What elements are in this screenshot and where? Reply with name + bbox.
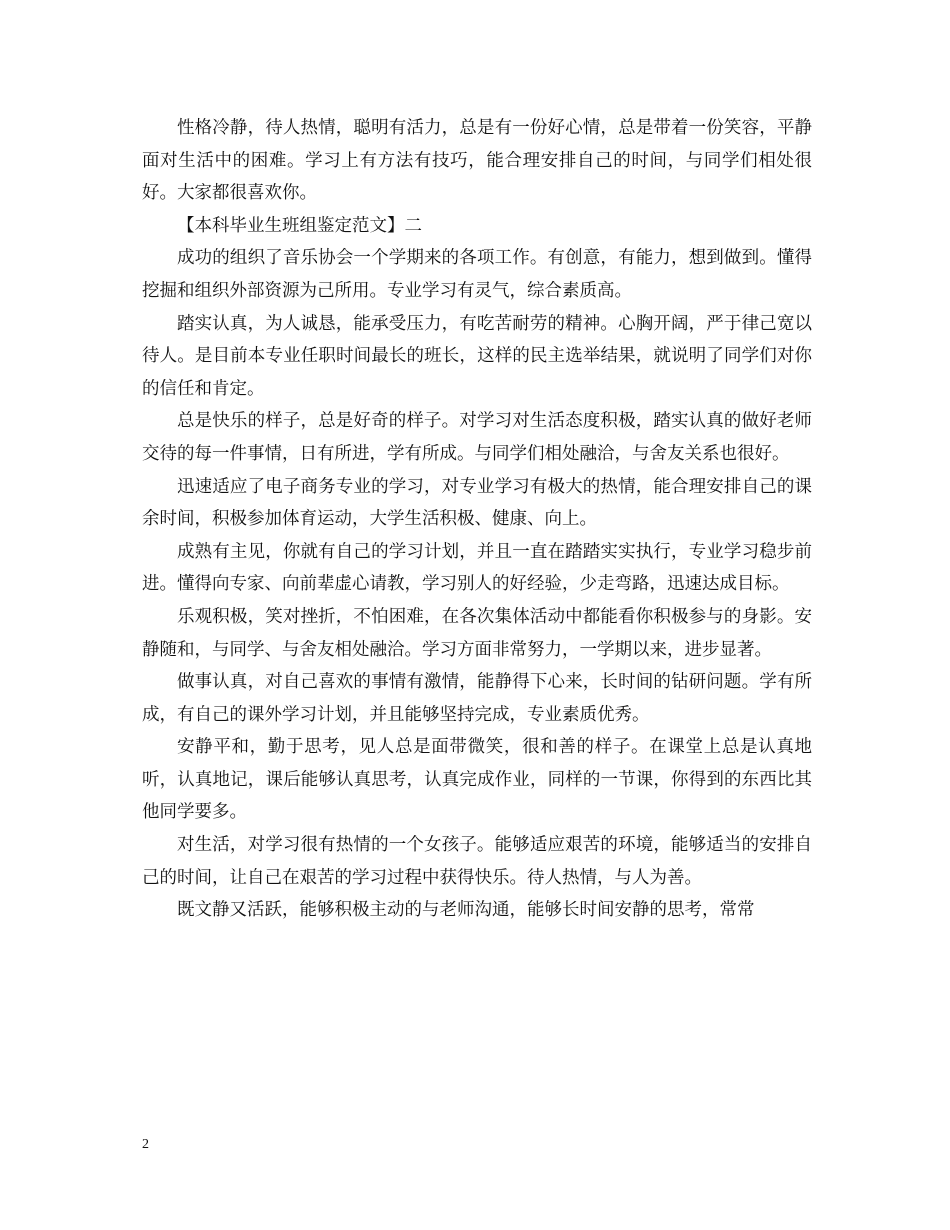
paragraph-3: 踏实认真，为人诚恳，能承受压力，有吃苦耐劳的精神。心胸开阔，严于律己宽以待人。是目前本专业任职时间最长的班长，这样的民主选举结果，就说明了同学们对你的信任和肯定。: [142, 313, 812, 399]
document-body: [142, 112, 812, 927]
paragraph-11: 既文静又活跃，能够积极主动的与老师沟通，能够长时间安静的思考，常常: [177, 900, 755, 921]
paragraph-2: 成功的组织了音乐协会一个学期来的各项工作。有创意，有能力，想到做到。懂得挖掘和组织外部资源为己所用。专业学习有灵气，综合素质高。: [142, 248, 812, 301]
paragraph-9: 安静平和，勤于思考，见人总是面带微笑，很和善的样子。在课堂上总是认真地听，认真地记，课后能够认真思考，认真完成作业，同样的一节课，你得到的东西比其他同学要多。: [142, 737, 812, 823]
page-number: 2: [142, 1137, 149, 1152]
paragraph-1: 性格冷静，待人热情，聪明有活力，总是有一份好心情，总是带着一份笑容，平静面对生活中的困难。学习上有方法有技巧，能合理安排自己的时间，与同学们相处很好。大家都很喜欢你。: [142, 118, 812, 204]
paragraph-8: 做事认真，对自己喜欢的事情有激情，能静得下心来，长时间的钻研问题。学有所成，有自己的课外学习计划，并且能够坚持完成，专业素质优秀。: [142, 672, 812, 725]
paragraph-6: 成熟有主见，你就有自己的学习计划，并且一直在踏踏实实执行，专业学习稳步前进。懂得向专家、向前辈虚心请教，学习别人的好经验，少走弯路，迅速达成目标。: [142, 541, 812, 595]
section-heading: 【本科毕业生班组鉴定范文】二: [177, 215, 422, 236]
paragraph-7: 乐观积极，笑对挫折，不怕困难，在各次集体活动中都能看你积极参与的身影。安静随和，与同学、与舍友相处融洽。学习方面非常努力，一学期以来，进步显著。: [142, 606, 812, 660]
paragraph-5: 迅速适应了电子商务专业的学习，对专业学习有极大的热情，能合理安排自己的课余时间，积极参加体育运动，大学生活积极、健康、向上。: [142, 476, 812, 530]
paragraph-4: 总是快乐的样子，总是好奇的样子。对学习对生活态度积极，踏实认真的做好老师交待的每一件事情，日有所进，学有所成。与同学们相处融洽，与舍友关系也很好。: [142, 411, 812, 464]
paragraph-10: 对生活，对学习很有热情的一个女孩子。能够适应艰苦的环境，能够适当的安排自己的时间，让自己在艰苦的学习过程中获得快乐。待人热情，与人为善。: [142, 835, 812, 888]
